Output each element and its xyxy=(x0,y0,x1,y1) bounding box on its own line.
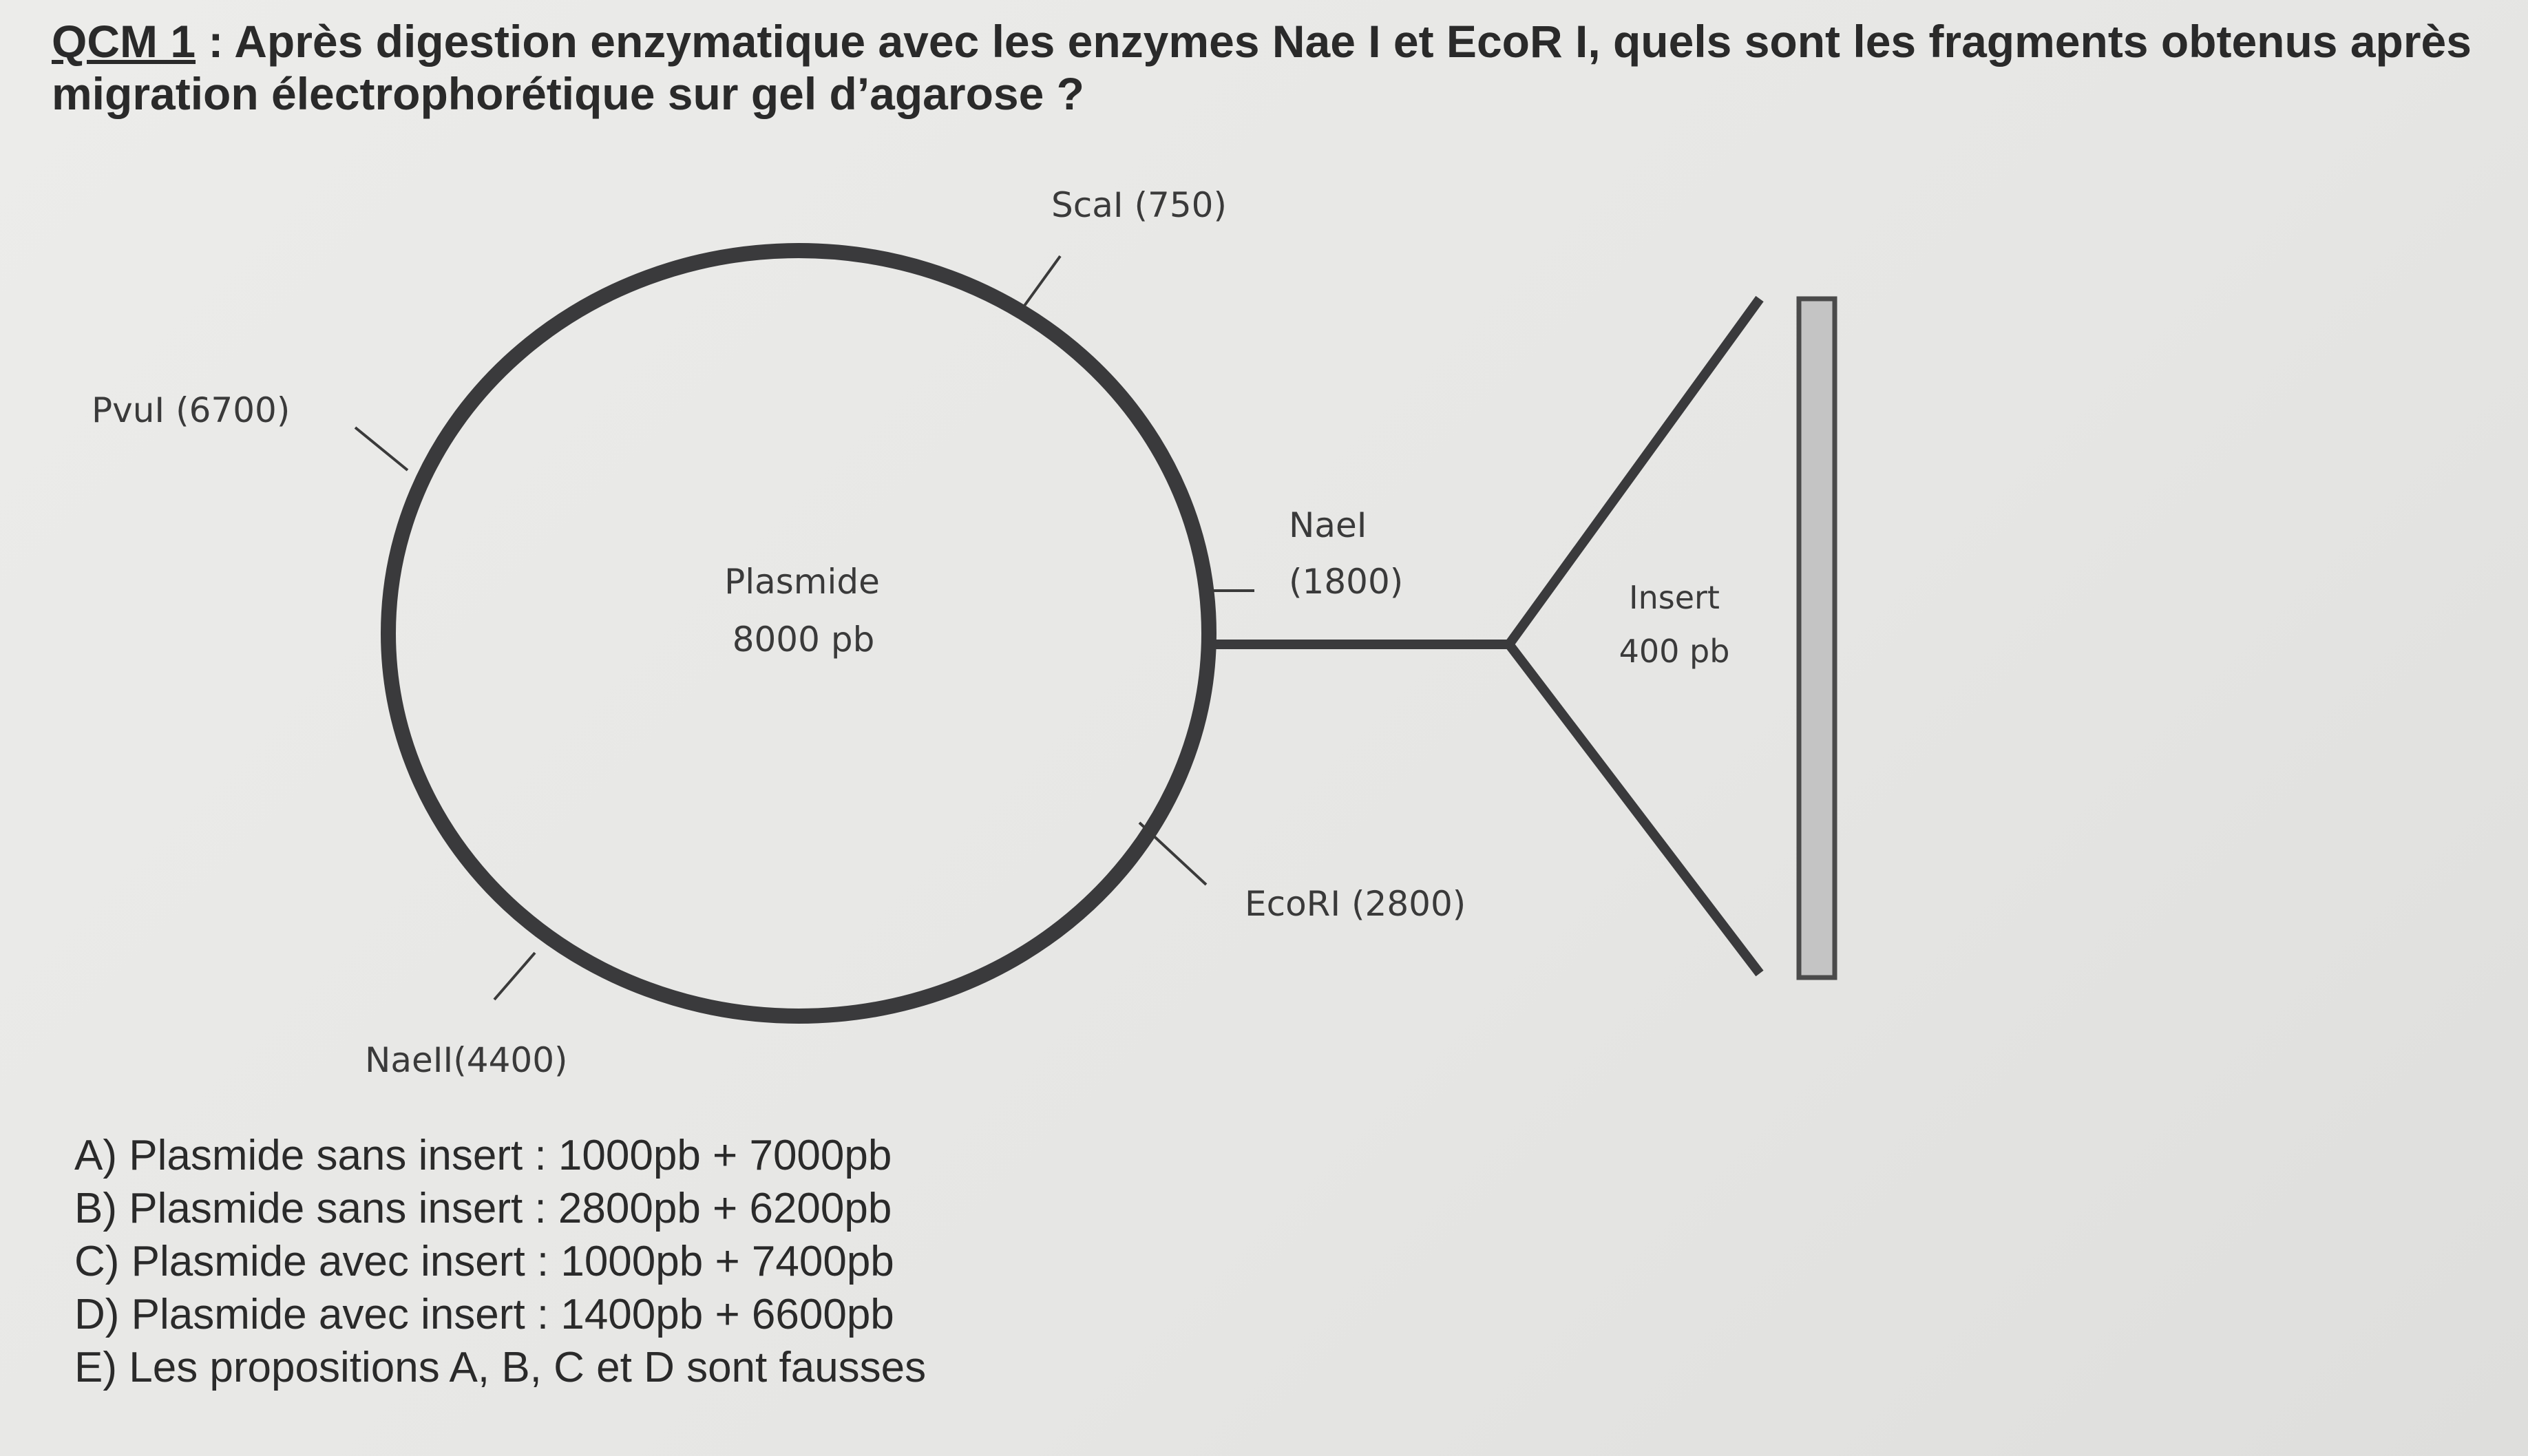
answer-option-a[interactable]: A) Plasmide sans insert : 1000pb + 7000pb xyxy=(74,1132,892,1179)
nae1-site-position-label: (1800) xyxy=(1289,562,1404,602)
insert-lower-arm xyxy=(1509,644,1760,973)
scai-site-label: ScaI (750) xyxy=(1051,185,1227,225)
ecori-site-tick xyxy=(1139,823,1206,885)
pvui-site-tick xyxy=(355,428,408,470)
plasmid-label: Plasmide xyxy=(724,562,880,602)
answer-option-e[interactable]: E) Les propositions A, B, C et D sont fausses xyxy=(74,1344,927,1391)
pvui-site-label: PvuI (6700) xyxy=(92,390,291,430)
answer-option-b[interactable]: B) Plasmide sans insert : 2800pb + 6200pb xyxy=(74,1185,892,1232)
answer-option-c[interactable]: C) Plasmide avec insert : 1000pb + 7400pb xyxy=(74,1238,894,1285)
naeii-site-tick xyxy=(494,953,535,1000)
answer-option-d[interactable]: D) Plasmide avec insert : 1400pb + 6600pb xyxy=(74,1291,894,1338)
question-text: Après digestion enzymatique avec les enzymes Nae I et EcoR I, quels sont les fragments obtenus après migration électrophorétique sur gel d’agarose ? xyxy=(52,16,2472,119)
insert-size-label: 400 pb xyxy=(1619,633,1730,670)
answer-list xyxy=(74,1129,926,1394)
naeii-site-label: NaeII(4400) xyxy=(365,1040,568,1080)
scai-site-tick xyxy=(1024,256,1060,306)
question-number: QCM 1 xyxy=(52,16,196,67)
insert-bar xyxy=(1799,299,1835,978)
ecori-site-label: EcoRI (2800) xyxy=(1245,884,1466,924)
plasmid-size-label: 8000 pb xyxy=(732,620,875,660)
question-separator: : xyxy=(196,16,235,67)
nae1-site-name-label: NaeI xyxy=(1289,505,1367,545)
insert-label: Insert xyxy=(1629,579,1720,616)
